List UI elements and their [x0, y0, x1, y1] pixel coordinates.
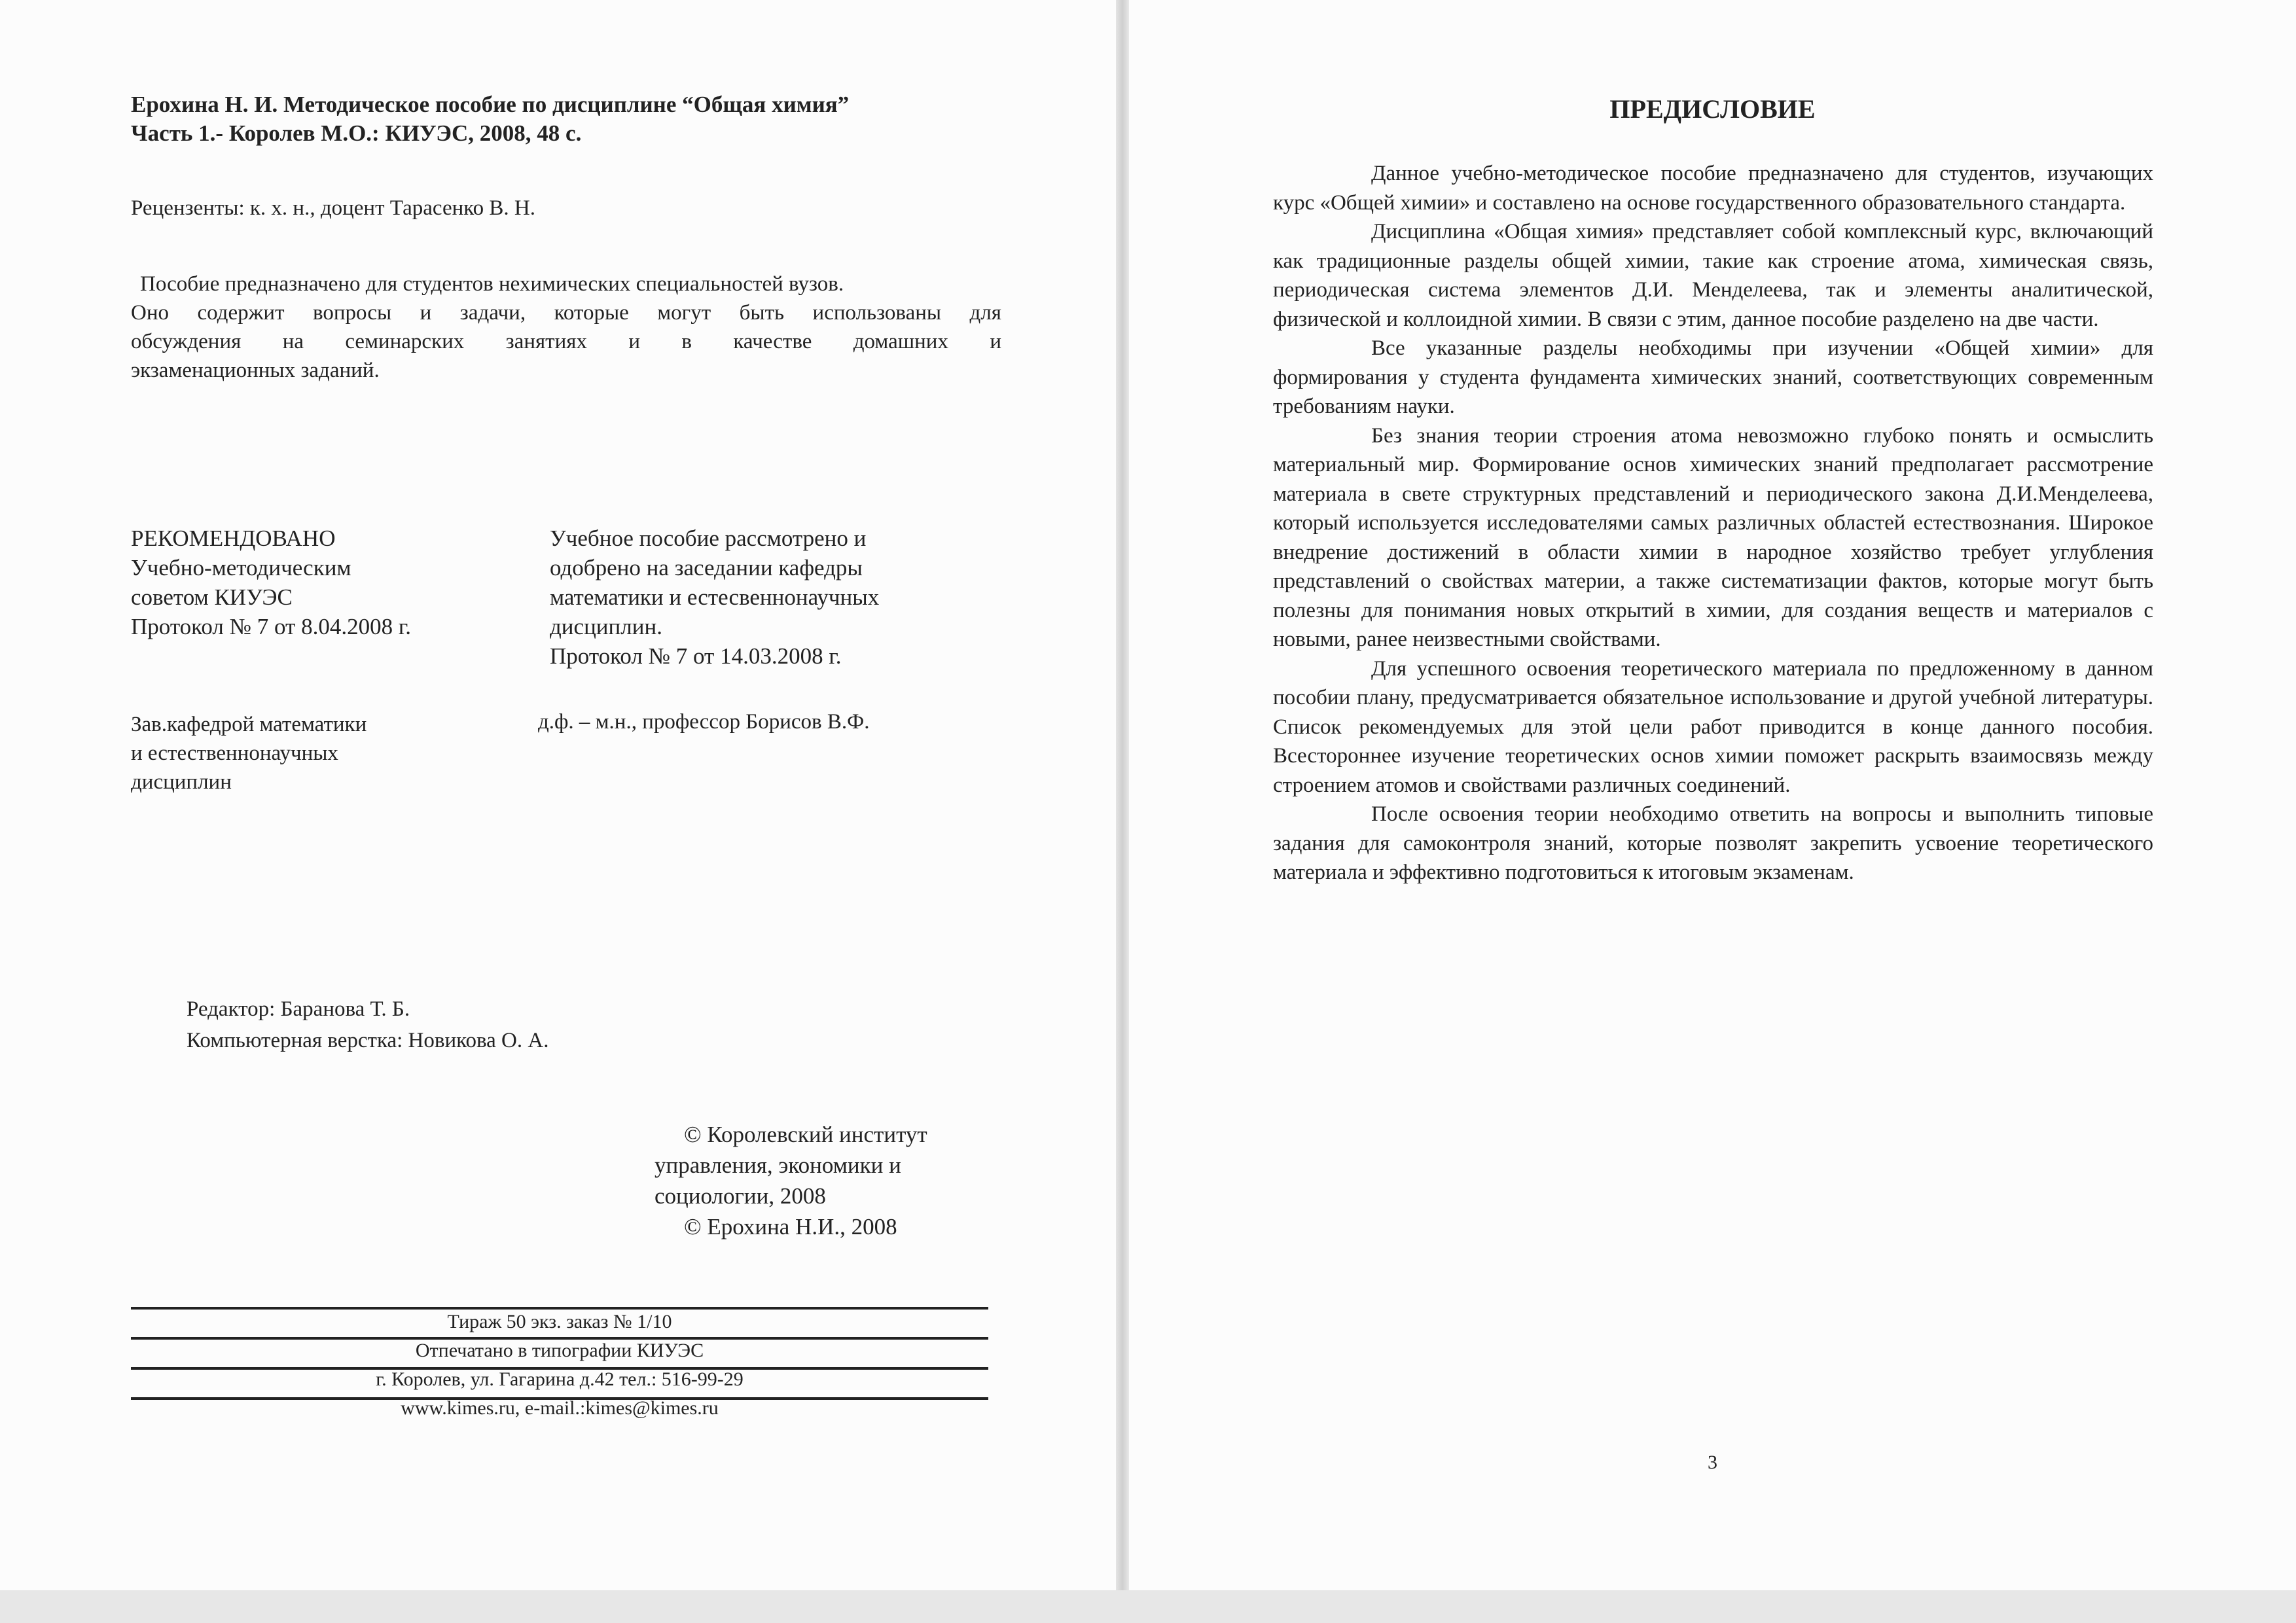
annotation-line: обсуждения на семинарских занятиях и в качестве домашних и	[131, 330, 1001, 353]
paragraph: Данное учебно-методическое пособие предназначено для студентов, изучающих курс «Общей химии» и составлено на основе государственного образовательного стандарта.	[1273, 162, 2153, 215]
annotation-line: экзаменационных заданий.	[131, 359, 380, 382]
head-line: дисциплин	[131, 770, 232, 794]
bibliographic-line: Ерохина Н. И. Методическое пособие по дисциплине “Общая химия”	[131, 92, 850, 117]
page-number: 3	[1708, 1452, 1717, 1473]
copyright-line: © Ерохина Н.И., 2008	[684, 1214, 897, 1240]
recommended-line: Учебно-методическим	[131, 555, 351, 580]
approval-line: Протокол № 7 от 14.03.2008 г.	[550, 643, 842, 669]
annotation	[131, 270, 1001, 385]
copyright-line: © Королевский институт	[684, 1122, 927, 1147]
annotation-line: Оно содержит вопросы и задачи, которые могут быть использованы для	[131, 301, 1001, 325]
print-line: Отпечатано в типографии КИУЭС	[415, 1340, 704, 1361]
paragraph: Для успешного освоения теоретического материала по предложенному в данном пособии плану, предусматривается обязательное использование и другой учебной литературы. Список рекомендуемых для этой цели работ приводится в конце данного пособия. Всестороннее изучение теоретических основ химии поможет раскрыть взаимосвязь между строением атомов и свойствами различных соединений.	[1273, 656, 2153, 797]
scan-edge	[0, 1590, 2296, 1623]
annotation-line: Пособие предназначено для студентов нехимических специальностей вузов.	[140, 272, 844, 296]
print-info	[131, 1309, 988, 1424]
head-line: Зав.кафедрой математики	[131, 713, 367, 736]
approval-line: дисциплин.	[550, 614, 662, 639]
approval-block	[550, 524, 942, 671]
paragraph: Все указанные разделы необходимы при изучении «Общей химии» для формирования у студента фундамента химических знаний, соответствующих современным требованиям науки.	[1273, 336, 2153, 418]
recommended-line: Протокол № 7 от 8.04.2008 г.	[131, 614, 412, 639]
recommended-line: советом КИУЭС	[131, 584, 293, 610]
approval-line: Учебное пособие рассмотрено и	[550, 526, 867, 551]
print-line: г. Королев, ул. Гагарина д.42 тел.: 516-99-29	[376, 1368, 744, 1390]
paragraph: После освоения теории необходимо ответить на вопросы и выполнить типовые задания для самоконтроля знаний, которые позволят закрепить усвоение теоретического материала и эффективно подготовиться к итоговым экзаменам.	[1273, 802, 2153, 884]
right-page	[1129, 0, 2296, 1623]
copyright-line: управления, экономики и	[655, 1152, 901, 1178]
preface-text	[1273, 159, 2153, 887]
copyright-block	[655, 1119, 995, 1242]
paragraph: Без знания теории строения атома невозможно глубоко понять и осмыслить материальный мир. Формирование основ химических знаний предполагает рассмотрение материала в свете структурных представлений и периодического закона Д.И.Менделеева, который используется исследователями самых различных областей естествознания. Широкое внедрение достижений в области химии в народное хозяйство требует углубления представлений о свойствах материи, а также систематизации фактов, которые могут быть полезны для понимания новых открытий в химии, для создания веществ и материалов с новыми, ранее неизвестными свойствами.	[1273, 423, 2153, 651]
editor: Редактор: Баранова Т. Б.	[187, 997, 410, 1021]
page-title: ПРЕДИСЛОВИЕ	[1609, 94, 1816, 124]
head-name: д.ф. – м.н., профессор Борисов В.Ф.	[538, 710, 870, 734]
approval-line: одобрено на заседании кафедры	[550, 555, 863, 580]
bibliographic-line: Часть 1.- Королев М.О.: КИУЭС, 2008, 48 с.	[131, 120, 582, 146]
head-of-department	[131, 710, 458, 796]
recommended-block	[131, 524, 524, 641]
head-line: и естественнонаучных	[131, 741, 338, 765]
credits	[187, 993, 548, 1056]
recommended-line: РЕКОМЕНДОВАНО	[131, 526, 336, 551]
book-gutter	[1116, 0, 1129, 1623]
paragraph: Дисциплина «Общая химия» представляет собой комплексный курс, включающий как традиционные разделы общей химии, такие как строение атома, химическая связь, периодическая система элементов Д.И. Менделеева, так и элементы аналитической, физической и коллоидной химии. В связи с этим, данное пособие разделено на две части.	[1273, 220, 2153, 331]
bibliographic-entry	[131, 90, 1060, 148]
approval-line: математики и естесвеннонаучных	[550, 584, 880, 610]
print-line: Тираж 50 экз. заказ № 1/10	[447, 1311, 672, 1332]
layout-designer: Компьютерная верстка: Новикова О. А.	[187, 1029, 549, 1052]
copyright-line: социологии, 2008	[655, 1183, 826, 1209]
reviewers: Рецензенты: к. х. н., доцент Тарасенко В. Н.	[131, 196, 535, 220]
left-page	[0, 0, 1116, 1623]
print-line: www.kimes.ru, e-mail.:kimes@kimes.ru	[401, 1397, 719, 1419]
